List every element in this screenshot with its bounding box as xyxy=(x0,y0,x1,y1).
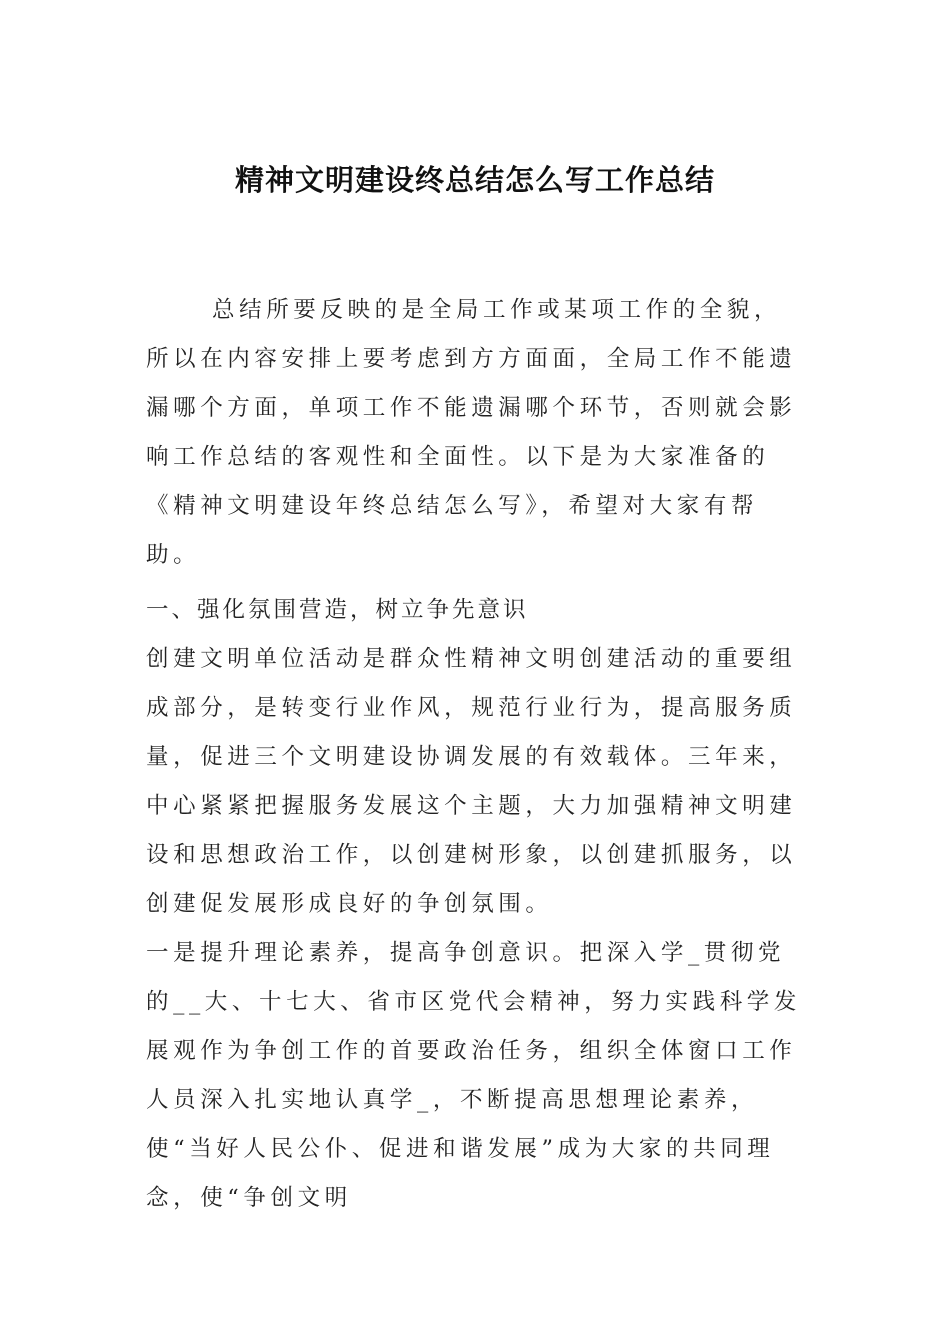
section-heading: 一、强化氛围营造，树立争先意识 xyxy=(146,597,529,623)
section-paragraph: 创建文明单位活动是群众性精神文明创建活动的重要组成部分，是转变行业作风，规范行业行为，提高服务质量，促进三个文明建设协调发展的有效载体。三年来，中心紧紧把握服务发展这个主题，大力加强精神文明建设和思想政治工作，以创建树形象，以创建抓服务，以创建促发展形成良好的争创氛围。 xyxy=(146,646,797,917)
document-title: 精神文明建设终总结怎么写工作总结 xyxy=(234,163,715,197)
intro-paragraph: 总结所要反映的是全局工作或某项工作的全貌，所以在内容安排上要考虑到方方面面，全局工作不能遗漏哪个方面，单项工作不能遗漏哪个环节，否则就会影响工作总结的客观性和全面性。以下是为大家准备的《精神文明建设年终总结怎么写》，希望对大家有帮助。 xyxy=(146,297,797,568)
section-paragraph: 一是提升理论素养，提高争创意识。把深入学_贯彻党的__大、十七大、省市区党代会精神，努力实践科学发展观作为争创工作的首要政治任务，组织全体窗口工作人员深入扎实地认真学_，不断提高思想理论素养，使“当好人民公仆、促进和谐发展”成为大家的共同理念，使“争创文明 xyxy=(146,940,802,1211)
